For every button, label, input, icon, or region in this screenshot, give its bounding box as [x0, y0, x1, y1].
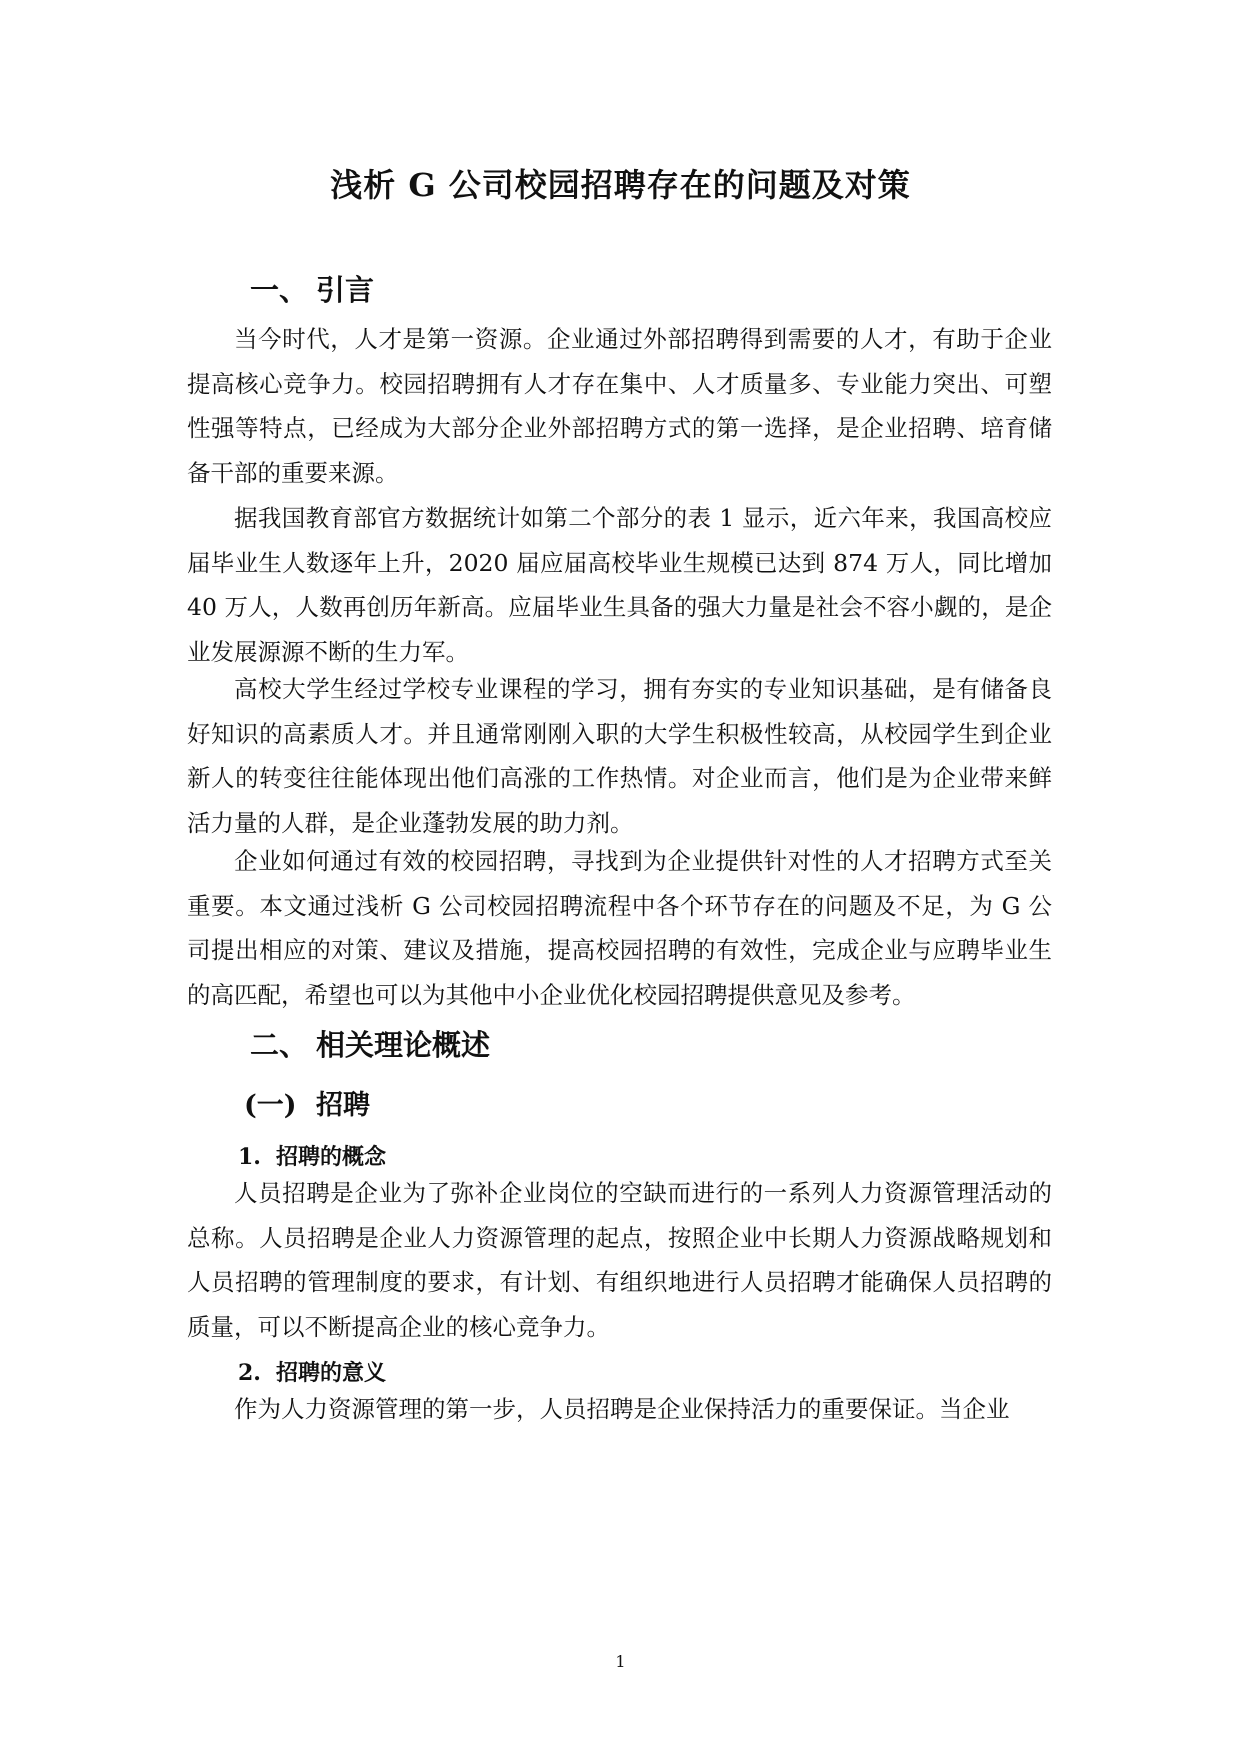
section-number: 一、	[250, 273, 309, 307]
section-title: 相关理论概述	[316, 1028, 491, 1062]
subsection-number: (一)	[244, 1090, 297, 1121]
item-heading-significance	[238, 1356, 386, 1387]
item-title: 招聘的概念	[276, 1144, 387, 1170]
section-number: 二、	[250, 1028, 309, 1062]
item-title: 招聘的意义	[276, 1360, 387, 1386]
section-title: 引言	[316, 273, 375, 307]
item-number: 1.	[238, 1144, 261, 1170]
paragraph: 企业如何通过有效的校园招聘，寻找到为企业提供针对性的人才招聘方式至关重要。本文通过浅析 G 公司校园招聘流程中各个环节存在的问题及不足，为 G 公司提出相应的对策、建议及措施，提高校园招聘的有效性，完成企业与应聘毕业生的高匹配，希望也可以为其他中小企业优化校园招聘提供意见及参考。	[187, 847, 1052, 1009]
paragraph: 当今时代，人才是第一资源。企业通过外部招聘得到需要的人才，有助于企业提高核心竞争力。校园招聘拥有人才存在集中、人才质量多、专业能力突出、可塑性强等特点，已经成为大部分企业外部招聘方式的第一选择，是企业招聘、培育储备干部的重要来源。	[187, 325, 1052, 487]
document-title: 浅析 G 公司校园招聘存在的问题及对策	[330, 166, 911, 204]
page-number: 1	[615, 1652, 626, 1671]
paragraph: 高校大学生经过学校专业课程的学习，拥有夯实的专业知识基础，是有储备良好知识的高素质人才。并且通常刚刚入职的大学生积极性较高，从校园学生到企业新人的转变往往能体现出他们高涨的工作热情。对企业而言，他们是为企业带来鲜活力量的人群，是企业蓬勃发展的助力剂。	[187, 675, 1052, 837]
paragraph: 人员招聘是企业为了弥补企业岗位的空缺而进行的一系列人力资源管理活动的总称。人员招聘是企业人力资源管理的起点，按照企业中长期人力资源战略规划和人员招聘的管理制度的要求，有计划、有组织地进行人员招聘才能确保人员招聘的质量，可以不断提高企业的核心竞争力。	[187, 1179, 1052, 1341]
paragraph: 作为人力资源管理的第一步，人员招聘是企业保持活力的重要保证。当企业	[234, 1395, 1010, 1423]
subsection-title: 招聘	[316, 1090, 370, 1121]
section-heading-theory	[250, 1023, 490, 1064]
paragraph: 据我国教育部官方数据统计如第二个部分的表 1 显示，近六年来，我国高校应届毕业生人数逐年上升，2020 届应届高校毕业生规模已达到 874 万人，同比增加 40 万人，人数再创历年新高。应届毕业生具备的强大力量是社会不容小觑的，是企业发展源源不断的生力军。	[187, 504, 1052, 666]
item-heading-concept	[238, 1140, 386, 1171]
subsection-heading-recruitment	[244, 1083, 370, 1122]
item-number: 2.	[238, 1360, 261, 1386]
section-heading-introduction	[250, 268, 374, 309]
